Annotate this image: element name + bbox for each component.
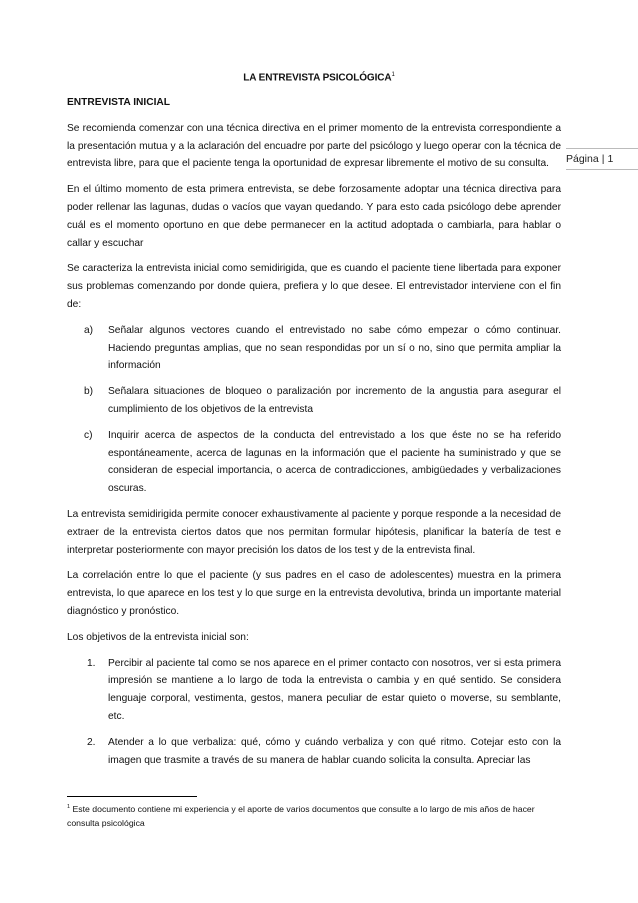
page-number-label: Página bbox=[566, 153, 599, 165]
list-marker: 1. bbox=[87, 657, 96, 669]
paragraph: En el último momento de esta primera entrevista, se debe forzosamente adoptar una técnica directiva para poder rellenar las lagunas, dudas o vacíos que vayan quedando. Y para esto cada psicólogo debe aprender cuál es el momento oportuno en que debe permanecer en la actitud adoptada o cambiarla, para hablar o callar y escuchar bbox=[67, 184, 561, 249]
list-marker: c) bbox=[84, 429, 93, 441]
paragraph: La entrevista semidirigida permite conocer exhaustivamente al paciente y porque responde a la necesidad de extraer de la entrevista ciertos datos que nos permitan formular hipótesis, planificar la batería de test e interpretar posteriormente con mayor precisión los datos de los test y de la entrevista final. bbox=[67, 508, 561, 556]
list-marker: a) bbox=[84, 324, 94, 336]
title-footnote-ref[interactable]: 1 bbox=[391, 72, 395, 78]
list-marker: b) bbox=[84, 386, 94, 398]
page-number-separator: | bbox=[601, 153, 605, 165]
list-item bbox=[67, 655, 561, 726]
footnote-ref: 1 bbox=[67, 804, 71, 810]
list-item-text: Atender a lo que verbaliza: qué, cómo y cuándo verbaliza y con qué ritmo. Cotejar esto con la imagen que trasmite a través de su manera de hablar cuando solicita la consulta. Apreciar las bbox=[108, 736, 561, 766]
document-title bbox=[0, 72, 638, 83]
list-item-text: Señalar algunos vectores cuando el entrevistado no sabe cómo empezar o cómo continuar. Haciendo preguntas amplias, que no sean respondidas por un sí o no, sino que permita ampliar la información bbox=[108, 324, 561, 372]
list-item bbox=[67, 383, 561, 419]
list-item-text: Señalara situaciones de bloqueo o paralización por incremento de la angustia para asegurar el cumplimiento de los objetivos de la entrevista bbox=[108, 386, 561, 415]
page-number-rule-bottom bbox=[566, 169, 638, 170]
section-heading: ENTREVISTA INICIAL bbox=[67, 97, 171, 108]
list-item bbox=[67, 322, 561, 375]
page-number bbox=[566, 153, 613, 165]
list-item-text: Inquirir acerca de aspectos de la conducta del entrevistado a los que éste no se ha referido espontáneamente, acerca de lagunas en la información que el paciente ha suministrado y que se consideran de especial importancia, o acerca de contradicciones, ambigüedades y verbalizaciones oscuras. bbox=[108, 429, 561, 495]
list-marker: 2. bbox=[87, 736, 96, 748]
footnote bbox=[67, 800, 561, 830]
document-body bbox=[67, 94, 561, 777]
list-item bbox=[67, 734, 561, 770]
list-item-text: Percibir al paciente tal como se nos aparece en el primer contacto con nosotros, ver si esta primera impresión se mantiene a lo largo de toda la entrevista o cambia y en qué sentido. Se considera lenguaje corporal, vestimenta, gestos, manera peculiar de estar quieto o moverse, su semblante, etc. bbox=[108, 657, 561, 722]
page-number-value: 1 bbox=[607, 153, 614, 165]
paragraph: La correlación entre lo que el paciente (y sus padres en el caso de adolescentes) muestra en la primera entrevista, lo que aparece en los test y lo que surge en la entrevista devolutiva, brinda un importante material diagnóstico y pronóstico. bbox=[67, 570, 561, 617]
list-item bbox=[67, 427, 561, 498]
intervention-list bbox=[67, 322, 561, 498]
footnote-text: Este documento contiene mi experiencia y el aporte de varios documentos que consulte a lo largo de mis años de hacer consulta psicológica bbox=[67, 803, 535, 828]
paragraph: Se recomienda comenzar con una técnica directiva en el primer momento de la entrevista correspondiente a la presentación mutua y a la aclaración del encuadre por parte del psicólogo y luego operar con la técnica de entrevista libre, para que el paciente tenga la oportunidad de expresar libremente el motivo de su consulta. bbox=[67, 122, 561, 170]
objectives-list bbox=[67, 655, 561, 770]
page-number-rule-top bbox=[566, 148, 638, 149]
paragraph: Se caracteriza la entrevista inicial como semidirigida, que es cuando el paciente tiene libertada para exponer sus problemas comenzando por donde quiera, prefiera y lo que desee. El entrevistador interviene con el fin de: bbox=[67, 263, 561, 310]
footnote-separator bbox=[67, 796, 197, 797]
paragraph: Los objetivos de la entrevista inicial son: bbox=[67, 631, 249, 643]
title-text: LA ENTREVISTA PSICOLÓGICA bbox=[243, 72, 392, 84]
